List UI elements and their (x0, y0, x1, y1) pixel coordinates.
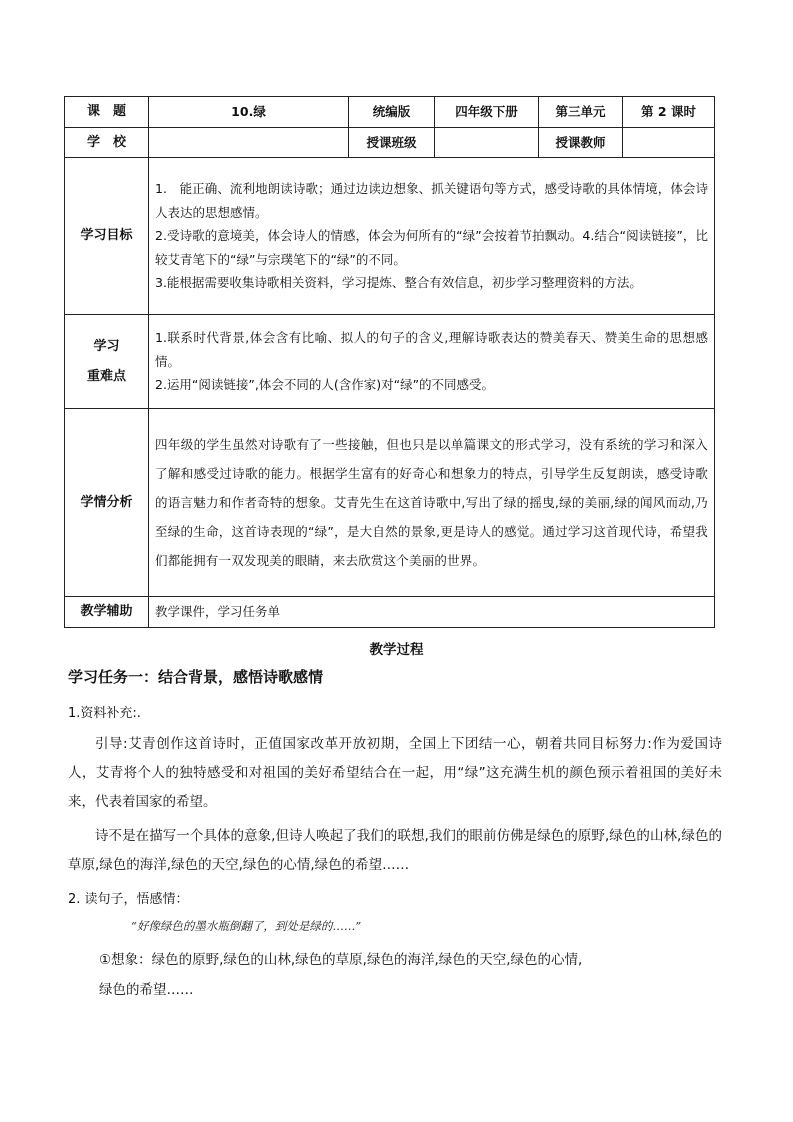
imagine-line-2: 绿色的希望…… (99, 982, 194, 998)
period: 第 2 课时 (623, 97, 715, 128)
process-title: 教学过程 (369, 642, 424, 658)
goal-item: 3.能根据需要收集诗歌相关资料，学习提炼、整合有效信息，初步学习整理资料的方法。 (155, 275, 642, 291)
aids-label: 教学辅助 (65, 597, 149, 628)
goals-content (149, 158, 715, 315)
goals-label: 学习目标 (65, 158, 149, 315)
imagine-line-1: ①想象：绿色的原野,绿色的山林,绿色的草原,绿色的海洋,绿色的天空,绿色的心情, (99, 952, 583, 968)
teacher-label: 授课教师 (539, 128, 623, 158)
key-point-item: 1.联系时代背景,体会含有比喻、拟人的句子的含义,理解诗歌表达的赞美春天、赞美生命的思想感情。 (155, 330, 708, 369)
aids-content: 教学课件，学习任务单 (149, 597, 715, 628)
analysis-content (149, 409, 715, 597)
poem-paragraph: 诗不是在描写一个具体的意象,但诗人唤起了我们的联想,我们的眼前仿佛是绿色的原野,绿色的山林,绿色的草原,绿色的海洋,绿色的天空,绿色的心情,绿色的希望…… (68, 828, 722, 873)
key-points-content (149, 315, 715, 409)
lesson-plan-table (64, 96, 715, 628)
guide-paragraph: 引导:艾青创作这首诗时，正值国家改革开放初期，全国上下团结一心，朝着共同目标努力:作为爱国诗人，艾青将个人的独特感受和对祖国的美好希望结合在一起，用“绿”这充满生机的颜色预示着祖国的美好未来，代表着国家的希望。 (68, 736, 722, 810)
goal-item: 2.受诗歌的意境美，体会诗人的情感，体会为何所有的“绿”会按着节拍飘动。4.结合“阅读链接”，比较艾青笔下的“绿”与宗璞笔下的“绿”的不同。 (155, 228, 708, 267)
analysis-label: 学情分析 (65, 409, 149, 597)
quote-sentence: “好像绿色的墨水瓶倒翻了，到处是绿的……” (131, 919, 362, 933)
edition: 统编版 (349, 97, 435, 128)
task1-heading: 学习任务一：结合背景，感悟诗歌感情 (68, 668, 324, 686)
goal-item: 1. 能正确、流利地朗读诗歌；通过边读边想象、抓关键语句等方式，感受诗歌的具体情境，体会诗人表达的思想感情。 (155, 181, 708, 220)
lesson-label: 课 题 (65, 97, 149, 128)
school-label: 学 校 (65, 128, 149, 158)
key-points-label (65, 315, 149, 409)
item1-label: 1.资料补充:. (68, 706, 141, 721)
table-row (65, 409, 715, 597)
school-value (149, 128, 349, 158)
table-row (65, 97, 715, 128)
grade: 四年级下册 (435, 97, 539, 128)
key-points-label-line1: 学习 (93, 338, 120, 354)
item2-label: 2. 读句子，悟感情： (68, 892, 189, 907)
analysis-text: 四年级的学生虽然对诗歌有了一些接触，但也只是以单篇课文的形式学习，没有系统的学习和深入了解和感受过诗歌的能力。根据学生富有的好奇心和想象力的特点，引导学生反复朗读，感受诗歌的语言魅力和作者奇特的想象。艾青先生在这首诗歌中,写出了绿的摇曳,绿的美丽,绿的闻风而动,乃至绿的生命，这首诗表现的“绿”，是大自然的景象,更是诗人的感觉。通过学习这首现代诗，希望我们都能拥有一双发现美的眼睛，来去欣赏这个美丽的世界。 (155, 437, 708, 568)
class-label: 授课班级 (349, 128, 435, 158)
key-points-label-line2: 重难点 (86, 368, 126, 384)
key-point-item: 2.运用“阅读链接”,体会不同的人(含作家)对“绿”的不同感受。 (155, 377, 495, 393)
table-row (65, 158, 715, 315)
class-value (435, 128, 539, 158)
table-row (65, 315, 715, 409)
table-row (65, 128, 715, 158)
lesson-title: 10.绿 (149, 97, 349, 128)
unit: 第三单元 (539, 97, 623, 128)
teacher-value (623, 128, 715, 158)
table-row (65, 597, 715, 628)
